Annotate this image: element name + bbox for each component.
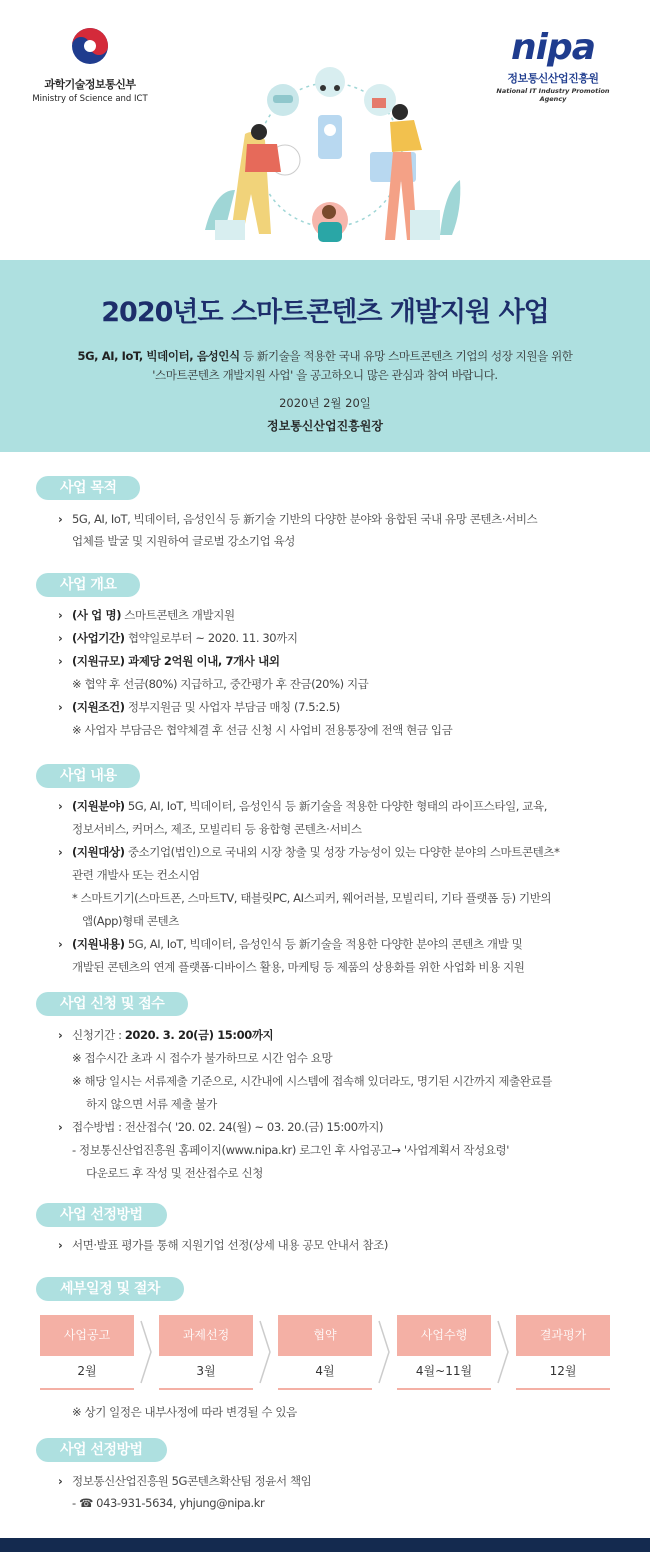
schedule-step-month: 2월	[40, 1356, 134, 1390]
section-content-title: 사업 내용	[36, 764, 140, 788]
apply-period-value: 2020. 3. 20(금) 15:00까지	[124, 1028, 274, 1042]
chevron-right-icon	[496, 1319, 510, 1385]
purpose-line-1: 5G, AI, IoT, 빅데이터, 음성인식 등 新기술 기반의 다양한 분야와 융합된 국내 유망 콘텐츠·서비스	[72, 512, 538, 526]
overview-condition-value: 정부지원금 및 사업자 부담금 매칭 (7.5:2.5)	[124, 700, 340, 714]
overview-period-label: (사업기간)	[72, 631, 125, 645]
taegeuk-emblem-icon	[70, 26, 110, 66]
announce-date: 2020년 2월 20일	[279, 396, 371, 410]
schedule-step	[397, 1315, 491, 1390]
apply-method-detail-2: 다운로드 후 작성 및 전산접수로 신청	[86, 1166, 263, 1180]
overview-condition-note: ※ 사업자 부담금은 협약체결 후 선금 신청 시 사업비 전용통장에 전액 현금 입금	[72, 723, 453, 737]
content-target-value: 중소기업(법인)으로 국내외 시장 창출 및 성장 가능성이 있는 다양한 분야의 스마트콘텐츠*	[124, 845, 560, 859]
hero-desc-line2: '스마트콘텐츠 개발지원 사업' 을 공고하오니 많은 관심과 참여 바랍니다.	[152, 368, 498, 382]
hero-description	[0, 347, 650, 385]
schedule-step	[159, 1315, 253, 1390]
overview-period-value: 협약일로부터 ~ 2020. 11. 30까지	[124, 631, 298, 645]
purpose-line-2: 업체를 발굴 및 지원하여 글로벌 강소기업 육성	[72, 534, 296, 548]
chevron-right-icon	[139, 1319, 153, 1385]
schedule-step-label: 협약	[278, 1315, 372, 1356]
content-target-note-2: 앱(App)형태 콘텐츠	[82, 914, 179, 928]
content-target-note: * 스마트기기(스마트폰, 스마트TV, 태블릿PC, AI스피커, 웨어러블, 모빌리티, 기타 플랫폼 등) 기반의	[72, 891, 552, 905]
schedule-step	[40, 1315, 134, 1390]
schedule-step-label: 사업공고	[40, 1315, 134, 1356]
apply-period-label: 신청기간 :	[72, 1028, 125, 1042]
content-field-value: 5G, AI, IoT, 빅데이터, 음성인식 등 新기술을 적용한 다양한 형태의 라이프스타일, 교육,	[124, 799, 547, 813]
selection-line-1: 서면·발표 평가를 통해 지원기업 선정(상세 내용 공모 안내서 참조)	[72, 1238, 388, 1252]
contact-line-2: - ☎ 043-931-5634, yhjung@nipa.kr	[72, 1496, 265, 1510]
chevron-right-icon	[258, 1319, 272, 1385]
content-support-value: 5G, AI, IoT, 빅데이터, 음성인식 등 新기술을 적용한 다양한 분야의 콘텐츠 개발 및	[124, 937, 523, 951]
content-support-value-2: 개발된 콘텐츠의 연계 플랫폼·디바이스 활용, 마케팅 등 제품의 상용화를 위한 사업화 비용 지원	[72, 960, 525, 974]
apply-method-detail: - 정보통신산업진흥원 홈페이지(www.nipa.kr) 로그인 후 사업공고→ '사업계획서 작성요령'	[72, 1143, 510, 1157]
overview-condition-label: (지원조건)	[72, 700, 125, 714]
apply-note-2: ※ 해당 일시는 서류제출 기준으로, 시간내에 시스템에 접속해 있더라도, 명기된 시간까지 제출완료를	[72, 1074, 552, 1088]
schedule-step-label: 과제선정	[159, 1315, 253, 1356]
content-field-label: (지원분야)	[72, 799, 125, 813]
nipa-name-kr: 정보통신산업진흥원	[507, 72, 599, 85]
content-field-value-2: 정보서비스, 커머스, 제조, 모빌리티 등 융합형 콘텐츠·서비스	[72, 822, 362, 836]
overview-scale-note: ※ 협약 후 선금(80%) 지급하고, 중간평가 후 잔금(20%) 지급	[72, 677, 369, 691]
nipa-name-en: National IT Industry Promotion Agency	[496, 87, 610, 103]
nipa-wordmark: nipa	[510, 27, 596, 68]
schedule-step	[278, 1315, 372, 1390]
section-selection-title: 사업 선정방법	[36, 1203, 167, 1227]
content-target-value-2: 관련 개발사 또는 컨소시엄	[72, 868, 200, 882]
nipa-logo	[488, 27, 618, 103]
hero-banner	[0, 260, 650, 452]
apply-method: 접수방법 : 전산접수( '20. 02. 24(월) ~ 03. 20.(금) 15:00까지)	[72, 1120, 384, 1134]
schedule-step-month: 4월~11월	[397, 1356, 491, 1390]
schedule-step-month: 3월	[159, 1356, 253, 1390]
section-schedule-title: 세부일정 및 절차	[36, 1277, 184, 1301]
section-contact-title: 사업 선정방법	[36, 1438, 167, 1462]
schedule-note: ※ 상기 일정은 내부사정에 따라 변경될 수 있음	[72, 1405, 297, 1419]
header	[0, 0, 650, 260]
schedule-step-label: 결과평가	[516, 1315, 610, 1356]
msit-logo	[30, 26, 150, 104]
schedule-step	[516, 1315, 610, 1390]
schedule-step-month: 4월	[278, 1356, 372, 1390]
overview-scale: (지원규모) 과제당 2억원 이내, 7개사 내외	[72, 654, 280, 668]
overview-name-value: 스마트콘텐츠 개발지원	[121, 608, 235, 622]
schedule-process	[40, 1315, 612, 1395]
schedule-step-month: 12월	[516, 1356, 610, 1390]
content-target-label: (지원대상)	[72, 845, 125, 859]
section-apply-title: 사업 신청 및 접수	[36, 992, 188, 1016]
hero-desc-line1: 등 新기술을 적용한 국내 유망 스마트콘텐츠 기업의 성장 지원을 위한	[239, 349, 573, 363]
hero-illustration	[195, 60, 465, 260]
hero-desc-bold: 5G, AI, IoT, 빅데이터, 음성인식	[77, 349, 240, 363]
section-purpose-title: 사업 목적	[36, 476, 140, 500]
overview-name-label: (사 업 명)	[72, 608, 122, 622]
announce-org: 정보통신산업진흥원장	[267, 419, 383, 433]
apply-note-1: ※ 접수시간 초과 시 접수가 불가하므로 시간 엄수 요망	[72, 1051, 333, 1065]
msit-name-en: Ministry of Science and ICT	[32, 94, 148, 104]
msit-name-kr: 과학기술정보통신부	[44, 78, 136, 91]
page-title: 2020년도 스마트콘텐츠 개발지원 사업	[101, 297, 549, 328]
apply-note-2b: 하지 않으면 서류 제출 불가	[86, 1097, 217, 1111]
section-overview-title: 사업 개요	[36, 573, 140, 597]
content-support-label: (지원내용)	[72, 937, 125, 951]
schedule-step-label: 사업수행	[397, 1315, 491, 1356]
footer-bar	[0, 1538, 650, 1552]
chevron-right-icon	[377, 1319, 391, 1385]
contact-line-1: 정보통신산업진흥원 5G콘텐츠확산팀 정윤서 책임	[72, 1474, 312, 1488]
